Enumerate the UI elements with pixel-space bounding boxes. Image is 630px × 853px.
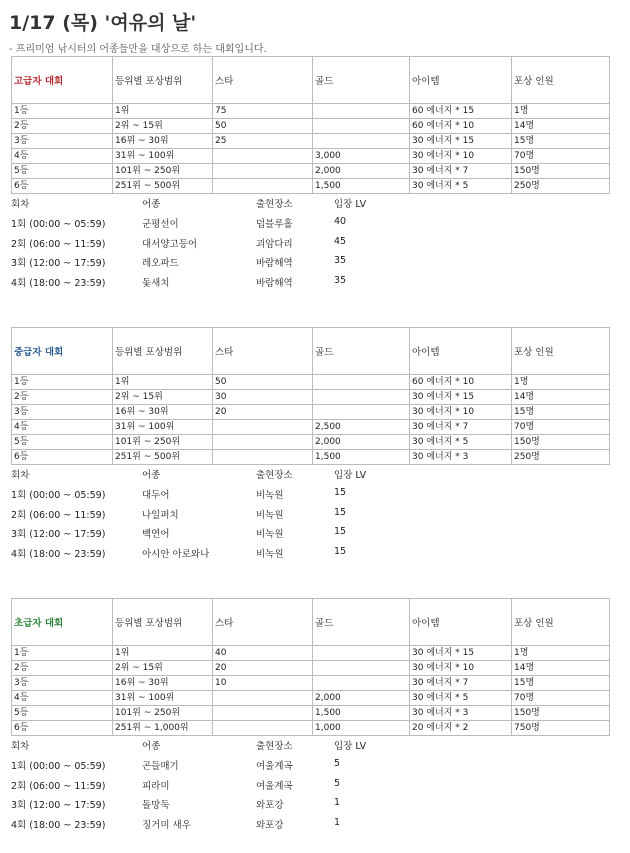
location: 여울계곡	[256, 780, 293, 792]
prize-rows	[12, 646, 610, 736]
item-reward: 30 에너지 * 15	[410, 646, 512, 661]
round-time: 4회 (18:00 ~ 23:59)	[11, 819, 106, 831]
page-subtitle: - 프리미엄 낚시터의 어종들만을 대상으로 하는 대회입니다.	[9, 44, 267, 55]
prize-rows	[12, 104, 610, 194]
fish-species: 아시안 아로와나	[142, 548, 210, 560]
entry-level: 15	[334, 545, 347, 557]
location: 덥블루홀	[256, 219, 293, 230]
winner-count: 150명	[512, 435, 610, 450]
round-time: 1회 (00:00 ~ 05:59)	[11, 761, 106, 772]
schedule-header-location: 출현장소	[256, 470, 293, 481]
entry-level: 35	[334, 255, 347, 266]
header-gold: 골드	[313, 599, 410, 646]
rank-range: 251위 ~ 500위	[113, 450, 213, 465]
prize-row	[12, 435, 610, 450]
prize-tier: 1등	[12, 375, 113, 390]
item-reward: 20 에너지 * 2	[410, 721, 512, 736]
gold-amount	[313, 661, 410, 676]
item-reward: 30 에너지 * 10	[410, 405, 512, 420]
entry-level: 40	[334, 216, 347, 227]
entry-level: 15	[334, 487, 347, 498]
header-item: 아이템	[410, 328, 512, 375]
star-amount	[213, 435, 313, 450]
rank-range: 16위 ~ 30위	[113, 676, 213, 691]
winner-count: 1명	[512, 375, 610, 390]
prize-tier: 4등	[12, 149, 113, 164]
gold-amount	[313, 119, 410, 134]
rank-range: 101위 ~ 250위	[113, 164, 213, 179]
round-time: 3회 (12:00 ~ 17:59)	[11, 800, 106, 811]
gold-amount: 2,000	[313, 691, 410, 706]
schedule-block	[11, 736, 609, 836]
gold-amount: 3,000	[313, 149, 410, 164]
prize-table-header-row	[12, 599, 610, 646]
star-amount	[213, 420, 313, 435]
prize-row	[12, 119, 610, 134]
item-reward: 30 에너지 * 15	[410, 390, 512, 405]
gold-amount: 2,000	[313, 435, 410, 450]
round-time: 3회 (12:00 ~ 17:59)	[11, 258, 106, 269]
star-amount	[213, 179, 313, 194]
header-item: 아이템	[410, 599, 512, 646]
rank-range: 251위 ~ 1,000위	[113, 721, 213, 736]
prize-row	[12, 661, 610, 676]
rank-range: 101위 ~ 250위	[113, 435, 213, 450]
prize-row	[12, 646, 610, 661]
prize-row	[12, 405, 610, 420]
schedule-block	[11, 194, 609, 294]
item-reward: 60 에너지 * 10	[410, 375, 512, 390]
gold-amount: 1,500	[313, 450, 410, 465]
tournament-section-beginner	[11, 598, 609, 836]
item-reward: 30 에너지 * 5	[410, 179, 512, 194]
prize-tier: 3등	[12, 134, 113, 149]
tournament-name: 초급자 대회	[12, 599, 113, 646]
entry-level: 1	[334, 797, 341, 808]
location: 비녹원	[256, 548, 284, 560]
rank-range: 2위 ~ 15위	[113, 119, 213, 134]
rank-range: 1위	[113, 375, 213, 390]
prize-table	[11, 56, 610, 194]
star-amount	[213, 706, 313, 721]
winner-count: 15명	[512, 676, 610, 691]
gold-amount	[313, 676, 410, 691]
prize-row	[12, 375, 610, 390]
schedule-block	[11, 465, 609, 565]
gold-amount	[313, 104, 410, 119]
header-rank-range: 등위별 포상범위	[113, 599, 213, 646]
prize-table	[11, 598, 610, 736]
location: 와포강	[256, 819, 284, 831]
item-reward: 30 에너지 * 7	[410, 676, 512, 691]
rank-range: 1위	[113, 104, 213, 119]
item-reward: 30 에너지 * 5	[410, 691, 512, 706]
prize-tier: 5등	[12, 164, 113, 179]
star-amount: 50	[213, 119, 313, 134]
tournament-section-intermediate	[11, 327, 609, 565]
round-time: 3회 (12:00 ~ 17:59)	[11, 529, 106, 540]
item-reward: 30 에너지 * 3	[410, 706, 512, 721]
entry-level: 15	[334, 506, 347, 518]
header-rank-range: 등위별 포상범위	[113, 57, 213, 104]
schedule-header-location: 출현장소	[256, 199, 293, 210]
prize-table	[11, 327, 610, 465]
winner-count: 1명	[512, 104, 610, 119]
prize-tier: 3등	[12, 405, 113, 420]
winner-count: 250명	[512, 450, 610, 465]
prize-row	[12, 164, 610, 179]
round-time: 2회 (06:00 ~ 11:59)	[11, 238, 106, 250]
prize-table-header-row	[12, 328, 610, 375]
star-amount: 10	[213, 676, 313, 691]
item-reward: 30 에너지 * 7	[410, 420, 512, 435]
entry-level: 45	[334, 235, 347, 247]
winner-count: 70명	[512, 691, 610, 706]
prize-row	[12, 721, 610, 736]
location: 와포강	[256, 800, 284, 811]
prize-tier: 2등	[12, 661, 113, 676]
rank-range: 31위 ~ 100위	[113, 691, 213, 706]
winner-count: 150명	[512, 706, 610, 721]
prize-row	[12, 390, 610, 405]
schedule-header-location: 출현장소	[256, 741, 293, 752]
round-time: 1회 (00:00 ~ 05:59)	[11, 490, 106, 501]
header-item: 아이템	[410, 57, 512, 104]
prize-row	[12, 104, 610, 119]
rank-range: 251위 ~ 500위	[113, 179, 213, 194]
schedule-header-round-time: 회차	[11, 199, 30, 210]
star-amount: 20	[213, 405, 313, 420]
entry-level: 35	[334, 274, 347, 286]
star-amount	[213, 149, 313, 164]
star-amount: 20	[213, 661, 313, 676]
star-amount	[213, 164, 313, 179]
tournament-section-advanced	[11, 56, 609, 294]
prize-row	[12, 676, 610, 691]
prize-table-header-row	[12, 57, 610, 104]
winner-count: 15명	[512, 405, 610, 420]
winner-count: 15명	[512, 134, 610, 149]
fish-species: 돛새치	[142, 277, 170, 289]
entry-level: 15	[334, 526, 347, 537]
star-amount	[213, 721, 313, 736]
header-gold: 골드	[313, 328, 410, 375]
item-reward: 60 에너지 * 15	[410, 104, 512, 119]
location: 바람해역	[256, 258, 293, 269]
winner-count: 14명	[512, 390, 610, 405]
item-reward: 30 에너지 * 5	[410, 435, 512, 450]
fish-species: 돌망둑	[142, 800, 170, 811]
fish-species: 레오파드	[142, 258, 179, 269]
star-amount	[213, 450, 313, 465]
gold-amount	[313, 134, 410, 149]
item-reward: 30 에너지 * 3	[410, 450, 512, 465]
schedule-header-round-time: 회차	[11, 741, 30, 752]
gold-amount	[313, 646, 410, 661]
prize-tier: 4등	[12, 420, 113, 435]
item-reward: 60 에너지 * 10	[410, 119, 512, 134]
star-amount	[213, 691, 313, 706]
location: 괴암다리	[256, 238, 293, 250]
entry-level: 1	[334, 816, 341, 828]
gold-amount: 1,500	[313, 179, 410, 194]
rank-range: 31위 ~ 100위	[113, 149, 213, 164]
prize-rows	[12, 375, 610, 465]
schedule-header-round-time: 회차	[11, 470, 30, 481]
rank-range: 2위 ~ 15위	[113, 661, 213, 676]
header-winners: 포상 인원	[512, 57, 610, 104]
rank-range: 101위 ~ 250위	[113, 706, 213, 721]
schedule-header-fish-species: 어종	[142, 199, 161, 210]
fish-species: 피라미	[142, 780, 170, 792]
item-reward: 30 에너지 * 7	[410, 164, 512, 179]
prize-tier: 6등	[12, 721, 113, 736]
location: 여울계곡	[256, 761, 293, 772]
prize-tier: 5등	[12, 435, 113, 450]
round-time: 1회 (00:00 ~ 05:59)	[11, 219, 106, 230]
prize-row	[12, 450, 610, 465]
item-reward: 30 에너지 * 10	[410, 149, 512, 164]
gold-amount: 2,500	[313, 420, 410, 435]
fish-species: 군평선이	[142, 219, 179, 230]
round-time: 4회 (18:00 ~ 23:59)	[11, 277, 106, 289]
prize-tier: 6등	[12, 450, 113, 465]
prize-tier: 2등	[12, 390, 113, 405]
prize-tier: 2등	[12, 119, 113, 134]
gold-amount: 1,500	[313, 706, 410, 721]
header-star: 스타	[213, 599, 313, 646]
header-rank-range: 등위별 포상범위	[113, 328, 213, 375]
gold-amount	[313, 390, 410, 405]
prize-tier: 5등	[12, 706, 113, 721]
star-amount: 40	[213, 646, 313, 661]
fish-species: 대두어	[142, 490, 170, 501]
star-amount: 75	[213, 104, 313, 119]
location: 비녹원	[256, 490, 284, 501]
prize-tier: 6등	[12, 179, 113, 194]
prize-row	[12, 179, 610, 194]
schedule-header-entry-level: 입장 LV	[334, 741, 367, 752]
header-star: 스타	[213, 328, 313, 375]
fish-species: 백연어	[142, 529, 170, 540]
round-time: 2회 (06:00 ~ 11:59)	[11, 509, 106, 521]
prize-row	[12, 134, 610, 149]
star-amount: 50	[213, 375, 313, 390]
schedule-header-fish-species: 어종	[142, 741, 161, 752]
item-reward: 30 에너지 * 10	[410, 661, 512, 676]
winner-count: 750명	[512, 721, 610, 736]
gold-amount: 2,000	[313, 164, 410, 179]
prize-tier: 4등	[12, 691, 113, 706]
rank-range: 1위	[113, 646, 213, 661]
winner-count: 150명	[512, 164, 610, 179]
header-winners: 포상 인원	[512, 328, 610, 375]
gold-amount: 1,000	[313, 721, 410, 736]
star-amount: 25	[213, 134, 313, 149]
rank-range: 16위 ~ 30위	[113, 405, 213, 420]
winner-count: 250명	[512, 179, 610, 194]
fish-species: 대서양고등어	[142, 238, 198, 250]
star-amount: 30	[213, 390, 313, 405]
tournament-name: 중급자 대회	[12, 328, 113, 375]
winner-count: 14명	[512, 661, 610, 676]
schedule-header-entry-level: 입장 LV	[334, 470, 367, 481]
entry-level: 5	[334, 777, 341, 789]
location: 비녹원	[256, 509, 284, 521]
rank-range: 31위 ~ 100위	[113, 420, 213, 435]
rank-range: 2위 ~ 15위	[113, 390, 213, 405]
header-star: 스타	[213, 57, 313, 104]
fish-species: 곤들매기	[142, 761, 179, 772]
header-winners: 포상 인원	[512, 599, 610, 646]
prize-row	[12, 706, 610, 721]
schedule-header-fish-species: 어종	[142, 470, 161, 481]
page-title: 1/17 (목) '여유의 날'	[9, 12, 197, 34]
prize-tier: 1등	[12, 104, 113, 119]
prize-tier: 1등	[12, 646, 113, 661]
prize-row	[12, 149, 610, 164]
location: 바람해역	[256, 277, 293, 289]
location: 비녹원	[256, 529, 284, 540]
winner-count: 1명	[512, 646, 610, 661]
fish-species: 나일퍼치	[142, 509, 179, 521]
schedule-header-entry-level: 입장 LV	[334, 199, 367, 210]
tournament-name: 고급자 대회	[12, 57, 113, 104]
winner-count: 70명	[512, 420, 610, 435]
fish-species: 징거미 새우	[142, 819, 191, 831]
rank-range: 16위 ~ 30위	[113, 134, 213, 149]
winner-count: 14명	[512, 119, 610, 134]
round-time: 2회 (06:00 ~ 11:59)	[11, 780, 106, 792]
gold-amount	[313, 405, 410, 420]
prize-row	[12, 420, 610, 435]
winner-count: 70명	[512, 149, 610, 164]
gold-amount	[313, 375, 410, 390]
item-reward: 30 에너지 * 15	[410, 134, 512, 149]
prize-tier: 3등	[12, 676, 113, 691]
prize-row	[12, 691, 610, 706]
entry-level: 5	[334, 758, 341, 769]
header-gold: 골드	[313, 57, 410, 104]
round-time: 4회 (18:00 ~ 23:59)	[11, 548, 106, 560]
